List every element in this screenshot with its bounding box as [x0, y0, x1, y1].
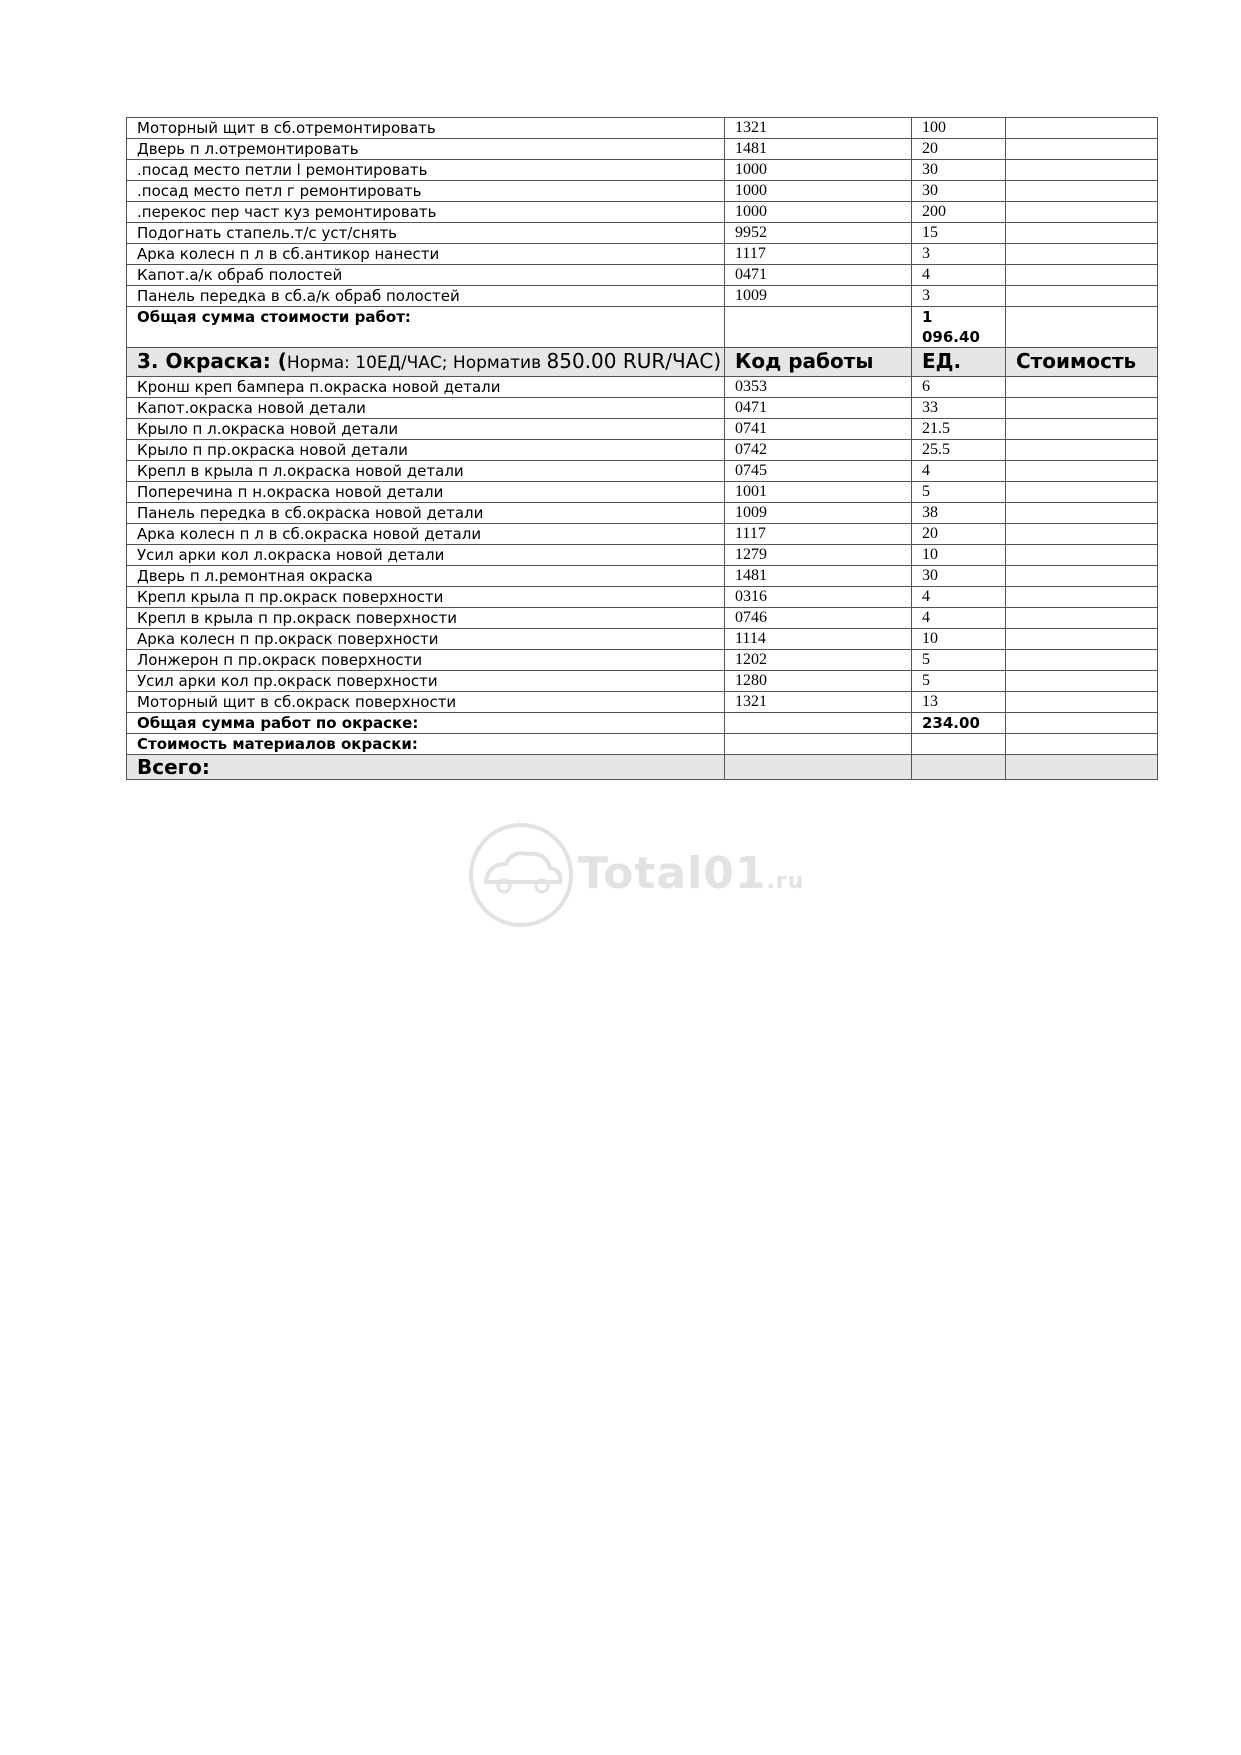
work-name: Крепл в крыла п пр.окраск поверхности: [127, 608, 725, 629]
work-name: Дверь п л.ремонтная окраска: [127, 566, 725, 587]
work-units: 30: [912, 566, 1006, 587]
work-units: 4: [912, 608, 1006, 629]
work-name: Панель передка в сб.а/к обраб полостей: [127, 286, 725, 307]
work-name: Арка колесн п л в сб.антикор нанести: [127, 244, 725, 265]
work-units: 33: [912, 398, 1006, 419]
work-code: 1001: [725, 482, 912, 503]
work-name: Усил арки кол л.окраска новой детали: [127, 545, 725, 566]
work-cost: [1006, 461, 1158, 482]
paint-row: [127, 566, 1158, 587]
work-units: 15: [912, 223, 1006, 244]
work-cost: [1006, 629, 1158, 650]
work-code: 1009: [725, 286, 912, 307]
work-cost: [1006, 223, 1158, 244]
paint-row: [127, 671, 1158, 692]
repair-row: [127, 118, 1158, 139]
work-name: Капот.окраска новой детали: [127, 398, 725, 419]
work-units: 30: [912, 181, 1006, 202]
repair-row: [127, 181, 1158, 202]
watermark-text: Total01.ru: [578, 848, 805, 899]
work-cost: [1006, 671, 1158, 692]
work-cost: [1006, 608, 1158, 629]
work-units: 38: [912, 503, 1006, 524]
paint-header-row: [127, 348, 1158, 377]
work-units: 10: [912, 629, 1006, 650]
work-code: 9952: [725, 223, 912, 244]
work-cost: [1006, 139, 1158, 160]
grand-total-row: [127, 755, 1158, 780]
work-cost: [1006, 244, 1158, 265]
work-cost: [1006, 440, 1158, 461]
work-cost: [1006, 160, 1158, 181]
work-units: 4: [912, 461, 1006, 482]
work-units: 6: [912, 377, 1006, 398]
grand-total-label: Всего:: [127, 755, 725, 780]
paint-section-title: 3. Окраска: (Норма: 10ЕД/ЧАС; Норматив 850.00 RUR/ЧАС): [127, 348, 725, 377]
work-cost: [1006, 587, 1158, 608]
work-name: Панель передка в сб.окраска новой детали: [127, 503, 725, 524]
materials-row: [127, 734, 1158, 755]
work-cost: [1006, 545, 1158, 566]
work-code: 0353: [725, 377, 912, 398]
work-units: 21.5: [912, 419, 1006, 440]
work-name: Крепл крыла п пр.окраск поверхности: [127, 587, 725, 608]
work-code: 1321: [725, 118, 912, 139]
estimate-table: [126, 117, 1158, 780]
work-code: 1321: [725, 692, 912, 713]
repair-row: [127, 160, 1158, 181]
paint-row: [127, 482, 1158, 503]
work-units: 20: [912, 139, 1006, 160]
work-name: Моторный щит в сб.отремонтировать: [127, 118, 725, 139]
work-code: 0471: [725, 398, 912, 419]
work-code: 1280: [725, 671, 912, 692]
work-units: 13: [912, 692, 1006, 713]
repair-total-value: 1 096.40: [912, 307, 1006, 348]
work-units: 4: [912, 587, 1006, 608]
paint-row: [127, 377, 1158, 398]
work-units: 5: [912, 482, 1006, 503]
work-units: 4: [912, 265, 1006, 286]
work-units: 3: [912, 244, 1006, 265]
work-cost: [1006, 118, 1158, 139]
work-code: 1114: [725, 629, 912, 650]
repair-section: [127, 118, 1158, 307]
work-cost: [1006, 398, 1158, 419]
col-header-cost: Стоимость: [1006, 348, 1158, 377]
repair-row: [127, 202, 1158, 223]
paint-total-label: Общая сумма работ по окраске:: [127, 713, 725, 734]
paint-row: [127, 524, 1158, 545]
work-units: 30: [912, 160, 1006, 181]
materials-label: Стоимость материалов окраски:: [127, 734, 725, 755]
work-name: Усил арки кол пр.окраск поверхности: [127, 671, 725, 692]
work-cost: [1006, 503, 1158, 524]
paint-row: [127, 650, 1158, 671]
work-code: 1481: [725, 139, 912, 160]
work-code: 1481: [725, 566, 912, 587]
repair-total-section: [127, 307, 1158, 377]
repair-row: [127, 223, 1158, 244]
work-units: 5: [912, 650, 1006, 671]
work-name: .перекос пер част куз ремонтировать: [127, 202, 725, 223]
col-header-code: Код работы: [725, 348, 912, 377]
work-name: Лонжерон п пр.окраск поверхности: [127, 650, 725, 671]
paint-row: [127, 461, 1158, 482]
repair-row: [127, 265, 1158, 286]
work-name: Крепл в крыла п л.окраска новой детали: [127, 461, 725, 482]
work-units: 200: [912, 202, 1006, 223]
paint-row: [127, 398, 1158, 419]
work-code: 1000: [725, 160, 912, 181]
work-name: Крыло п пр.окраска новой детали: [127, 440, 725, 461]
work-name: Крыло п л.окраска новой детали: [127, 419, 725, 440]
work-name: Дверь п л.отремонтировать: [127, 139, 725, 160]
work-cost: [1006, 419, 1158, 440]
watermark-logo: [466, 820, 805, 930]
repair-total-label: Общая сумма стоимости работ:: [127, 307, 725, 348]
repair-row: [127, 139, 1158, 160]
work-name: Моторный щит в сб.окраск поверхности: [127, 692, 725, 713]
work-code: 0742: [725, 440, 912, 461]
work-name: Арка колесн п л в сб.окраска новой детали: [127, 524, 725, 545]
repair-row: [127, 244, 1158, 265]
work-cost: [1006, 524, 1158, 545]
work-cost: [1006, 181, 1158, 202]
work-units: 20: [912, 524, 1006, 545]
work-units: 25.5: [912, 440, 1006, 461]
paint-total-value: 234.00: [912, 713, 1006, 734]
work-cost: [1006, 566, 1158, 587]
paint-row: [127, 608, 1158, 629]
work-code: 1117: [725, 524, 912, 545]
work-units: 5: [912, 671, 1006, 692]
work-units: 100: [912, 118, 1006, 139]
paint-row: [127, 503, 1158, 524]
work-code: 1117: [725, 244, 912, 265]
work-name: Капот.а/к обраб полостей: [127, 265, 725, 286]
work-code: 0471: [725, 265, 912, 286]
work-code: 0746: [725, 608, 912, 629]
work-code: 0316: [725, 587, 912, 608]
work-code: 1000: [725, 202, 912, 223]
repair-row: [127, 286, 1158, 307]
paint-row: [127, 440, 1158, 461]
work-code: 1009: [725, 503, 912, 524]
totals-section: [127, 713, 1158, 780]
work-code: 1279: [725, 545, 912, 566]
work-cost: [1006, 265, 1158, 286]
paint-row: [127, 545, 1158, 566]
work-units: 3: [912, 286, 1006, 307]
work-name: Кронш креп бампера п.окраска новой детали: [127, 377, 725, 398]
work-name: Подогнать стапель.т/с уст/снять: [127, 223, 725, 244]
paint-row: [127, 692, 1158, 713]
paint-row: [127, 587, 1158, 608]
work-name: .посад место петли l ремонтировать: [127, 160, 725, 181]
work-cost: [1006, 286, 1158, 307]
car-cloud-logo-icon: [466, 820, 576, 930]
work-cost: [1006, 482, 1158, 503]
paint-section: [127, 377, 1158, 713]
col-header-units: ЕД.: [912, 348, 1006, 377]
work-name: Поперечина п н.окраска новой детали: [127, 482, 725, 503]
paint-row: [127, 419, 1158, 440]
work-code: 1000: [725, 181, 912, 202]
work-cost: [1006, 377, 1158, 398]
paint-row: [127, 629, 1158, 650]
work-cost: [1006, 692, 1158, 713]
work-cost: [1006, 202, 1158, 223]
work-name: Арка колесн п пр.окраск поверхности: [127, 629, 725, 650]
work-code: 0745: [725, 461, 912, 482]
work-units: 10: [912, 545, 1006, 566]
work-code: 1202: [725, 650, 912, 671]
work-name: .посад место петл г ремонтировать: [127, 181, 725, 202]
repair-total-row: [127, 307, 1158, 348]
work-cost: [1006, 650, 1158, 671]
paint-total-row: [127, 713, 1158, 734]
work-code: 0741: [725, 419, 912, 440]
